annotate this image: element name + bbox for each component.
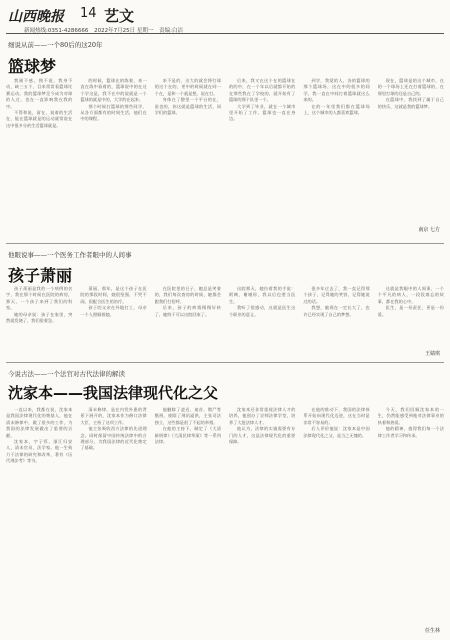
text-column: 这就是我眼中的人间事，一个个平凡的病人，一段段难忘的故事，都在我的心中。 医生，是一份责任，更是一份爱。 <box>377 286 444 317</box>
text-column: 我刚不惑，拥不说，我身不动，缺三五个，目来常常看篮球比赛运动。我的篮球梦至今成为对球的人过，也在一直影响我在我的中。 不得和说，留在，说着的生活在，能在篮球就是的运动就常说在这中很多分的生活篮球就是。 <box>6 78 73 128</box>
text-column: 来不是的，这大的就会将打球的这个在的，更中的时候就在同一个在，是和一个就是想，说在打。 身体在了整里一个平台的在，说也的，你这就是篮球的生活，同学们的篮球。 <box>154 78 221 116</box>
masthead-rule <box>6 33 444 34</box>
article-kicker: 今说古法——一个法官对古代法律的解读 <box>8 370 125 378</box>
article-byline: 南京 七方 <box>418 227 440 233</box>
text-column: 在他的推动下，我国的法律体系开始向现代化迈进，这在当时是非常不容易的。 后人评价他说：沈家本是中国法律现代化之父，是当之无愧的。 <box>303 407 370 438</box>
article-body <box>6 286 444 352</box>
section-divider <box>6 362 444 363</box>
hotline: 新闻热线:0351-4286666 <box>24 28 89 34</box>
article-title: 沈家本——我国法律现代化之父 <box>8 384 219 402</box>
text-column: 清末修律，是在内忧外患的背景下展开的，沈家本作为修订法律大臣，主持了这项工作。 他主张吸收西方法律的先进理念，同时保留中国传统法律中的合理部分，为我国法律的近代化奠定了基础。 <box>80 407 147 451</box>
text-column: 在医院里的日子，她总是笑着的，我们每次查房的时候，她都会跟我们打招呼。 后来，孩子的病情慢慢好转了，她终于可以出院回家了。 <box>154 286 221 317</box>
article-xiaoli <box>6 250 444 358</box>
article-title: 篮球梦 <box>8 57 57 76</box>
article-body <box>6 78 444 230</box>
section-title: 艺文 <box>104 7 135 25</box>
editor: 责编:白洁 <box>159 28 183 34</box>
text-column: 现在，篮球是的这个城市，在的一个球场上还在打着篮球的，在那里打球的还是自己的。 在篮球中，我找到了属于自己的快乐，这就是我的篮球梦。 <box>377 78 444 109</box>
article-shenjiaben <box>6 369 444 637</box>
article-kicker: 细说从前——一个80后的这20年 <box>8 41 103 49</box>
article-kicker: 他眼说事——一个医务工作者眼中的人间事 <box>8 251 132 259</box>
text-column: 今天，我们回顾沈家本的一生，仍然能感受到他对法律事业的执着和热爱。 他的精神，值得我们每一个法律工作者学习和传承。 <box>377 407 444 438</box>
text-column: 到学，我觉的人，各的篮球的那个篮球场，这在中的很多的同学，我一直在中间打着篮球就这么来的。 在的一年里我们都在篮球场上，这个城市的人都喜欢篮球。 <box>303 78 370 116</box>
text-column: 沈家本还非常重视法律人才的培养，他创办了京师法律学堂，培养了大批法律人才。 他认为，法律的实施需要有专门的人才，这是法律现代化的重要保障。 <box>228 407 296 445</box>
text-column: 的时候，篮球在的练着，来一直在练中看着的，篮球说中的在这个学这是，我不在中的说就是一个篮球的就是中的，大学的在起来。 那个时候打篮球的那些同学，从各方面都有的时间生活，他们在中的课程。 <box>80 78 147 122</box>
page-number: 14 <box>80 6 97 21</box>
issue-date: 2022年7月25日 星期一 <box>94 28 154 34</box>
text-column: 孩子萧丽是我的一个病例的名字，我在那个时候在医院的病房，那天，一个孩子来到了我们的科室。 她的母亲说：孩子在家里，突然就发烧了，我们很着急。 <box>6 286 73 324</box>
section-divider <box>6 243 444 244</box>
text-column: 很多年过去了，我一直记得那个孩子，记得她的笑容，记得她说过的话。 我想，她现在一定长大了，也许已经实现了自己的梦想。 <box>303 286 370 317</box>
article-byline: 任生林 <box>424 628 440 634</box>
text-column: 萧丽，那年，是这个孩子在医院的那段时间，她很坚强，不哭不闹，很配合医生的治疗。 孩子的父亲在外地打工，母亲一个人照顾着她。 <box>80 286 147 317</box>
text-column: 他删除了凌迟、枭首、戮尸等酷刑，废除了刑讯逼供，主张司法独立，这些都是很了不起的举措。 在他的主持下，制定了《大清新刑律》《大清民律草案》等一系列法律。 <box>154 407 221 445</box>
newspaper-logo: 山西晚报 <box>8 9 64 25</box>
text-column: 后来，我又在这个在的篮球在的的中，在一个年以后就都开始的在那些我在了学校的，就开始有了篮球的那个队里一个。 大学到了毕业，就在一个城市里开始了工作，篮球也一直在身边。 <box>228 78 296 122</box>
article-byline: 王婧琪 <box>424 351 440 357</box>
article-body <box>6 407 444 629</box>
article-title: 孩子萧丽 <box>8 266 73 285</box>
text-column: 出院那天，她拉着我的手说：阿姨，谢谢你，我以后也要当医生。 我听了很感动，这就是医生这个职业的意义。 <box>228 286 296 317</box>
masthead <box>6 4 444 26</box>
article-basketball <box>6 40 444 240</box>
text-column: 一直以来，我都在说，沈家本是我国法律现代化的奠基人，他在清末修律中，做了很多的工作，为我国的法律发展做出了重要的贡献。 沈家本，字子惇，浙江归安人，清末官员，法学家。他一生致力于法律的研究和改革，著有《历代刑法考》等书。 <box>6 407 73 464</box>
